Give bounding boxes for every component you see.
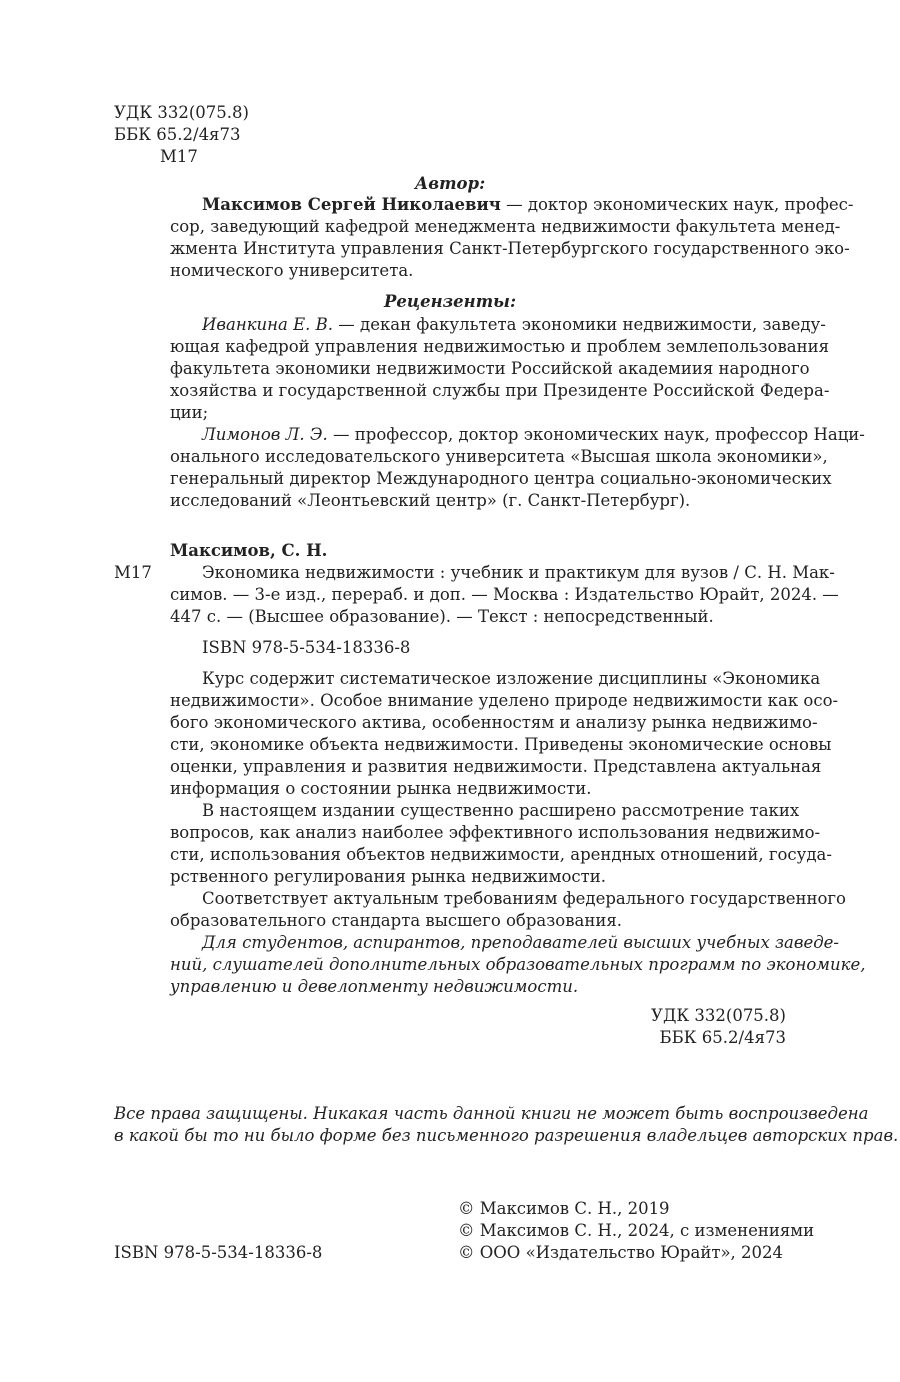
reviewer-1-line-5: ции;	[170, 403, 209, 422]
catalog-line-1: Экономика недвижимости : учебник и практикум для вузов / С. Н. Мак-	[202, 563, 835, 582]
reviewer-1-line-3: факультета экономики недвижимости Российской академиия народного	[170, 359, 810, 378]
annotation-p2-line-1: В настоящем издании существенно расширено рассмотрение таких	[202, 801, 800, 820]
bbk-code-top: ББК 65.2/4я73	[114, 125, 241, 144]
reviewers-heading: Рецензенты:	[383, 292, 517, 311]
copyright-line-1: © Максимов С. Н., 2019	[458, 1199, 670, 1218]
udk-code-top: УДК 332(075.8)	[114, 103, 249, 122]
reviewer-1-line-2: ющая кафедрой управления недвижимостью и проблем землепользования	[170, 337, 830, 356]
copyright-line-3: © ООО «Издательство Юрайт», 2024	[458, 1243, 784, 1262]
annotation-p1-line-6: информация о состоянии рынка недвижимости.	[170, 779, 592, 798]
reviewer-1-name: Иванкина Е. В.	[202, 315, 334, 334]
rights-line-2: в какой бы то ни было форме без письменного разрешения владельцев авторских прав.	[114, 1126, 899, 1145]
author-line-1	[202, 194, 854, 216]
catalog-author: Максимов, С. Н.	[170, 541, 328, 560]
author-heading: Автор:	[414, 174, 486, 193]
annotation-p1-line-4: сти, экономике объекта недвижимости. Приведены экономические основы	[170, 735, 832, 754]
author-name: Максимов Сергей Николаевич	[202, 195, 501, 214]
annotation-p3-line-1: Соответствует актуальным требованиям федерального государственного	[202, 889, 846, 908]
catalog-mark: М17	[114, 563, 152, 582]
author-mark-top: М17	[160, 147, 198, 166]
copyright-line-2: © Максимов С. Н., 2024, с изменениями	[458, 1221, 815, 1240]
author-line-3: жмента Института управления Санкт-Петербургского государственного эко-	[170, 239, 850, 258]
udk-code-bottom: УДК 332(075.8)	[651, 1006, 786, 1025]
reviewer-2-line-2: онального исследовательского университета «Высшая школа экономики»,	[170, 447, 828, 466]
annotation-p4-line-2: ний, слушателей дополнительных образовательных программ по экономике,	[170, 955, 866, 974]
isbn-bottom: ISBN 978-5-534-18336-8	[114, 1243, 323, 1262]
catalog-line-2: симов. — 3-е изд., перераб. и доп. — Москва : Издательство Юрайт, 2024. —	[170, 585, 839, 604]
reviewer-2-line-1	[202, 424, 865, 446]
author-line-1-rest: — доктор экономических наук, профес-	[500, 195, 854, 214]
annotation-p2-line-3: сти, использования объектов недвижимости, арендных отношений, госуда-	[170, 845, 832, 864]
catalog-line-3: 447 с. — (Высшее образование). — Текст : непосредственный.	[170, 607, 714, 626]
annotation-p2-line-4: рственного регулирования рынка недвижимости.	[170, 867, 607, 886]
reviewer-2-name: Лимонов Л. Э.	[202, 425, 328, 444]
annotation-p3-line-2: образовательного стандарта высшего образования.	[170, 911, 622, 930]
annotation-p1-line-2: недвижимости». Особое внимание уделено природе недвижимости как осо-	[170, 691, 839, 710]
reviewer-2-line-3: генеральный директор Международного центра социально-экономических	[170, 469, 832, 488]
annotation-p1-line-1: Курс содержит систематическое изложение дисциплины «Экономика	[202, 669, 821, 688]
bbk-code-bottom: ББК 65.2/4я73	[659, 1028, 786, 1047]
reviewer-1-line-1	[202, 314, 826, 336]
annotation-p2-line-2: вопросов, как анализ наиболее эффективного использования недвижимо-	[170, 823, 821, 842]
author-line-4: номического университета.	[170, 261, 414, 280]
annotation-p4-line-3: управлению и девелопменту недвижимости.	[170, 977, 579, 996]
rights-line-1: Все права защищены. Никакая часть данной книги не может быть воспроизведена	[114, 1104, 869, 1123]
reviewer-1-line-1-rest: — декан факультета экономики недвижимости, заведу-	[333, 315, 826, 334]
author-line-2: сор, заведующий кафедрой менеджмента недвижимости факультета менед-	[170, 217, 841, 236]
reviewer-2-line-4: исследований «Леонтьевский центр» (г. Санкт-Петербург).	[170, 491, 691, 510]
annotation-p1-line-3: бого экономического актива, особенностям и анализу рынка недвижимо-	[170, 713, 818, 732]
catalog-isbn: ISBN 978-5-534-18336-8	[202, 638, 411, 657]
annotation-p1-line-5: оценки, управления и развития недвижимости. Представлена актуальная	[170, 757, 822, 776]
reviewer-1-line-4: хозяйства и государственной службы при Президенте Российской Федера-	[170, 381, 830, 400]
reviewer-2-line-1-rest: — профессор, доктор экономических наук, профессор Наци-	[327, 425, 865, 444]
annotation-p4-line-1: Для студентов, аспирантов, преподавателей высших учебных заведе-	[202, 933, 840, 952]
